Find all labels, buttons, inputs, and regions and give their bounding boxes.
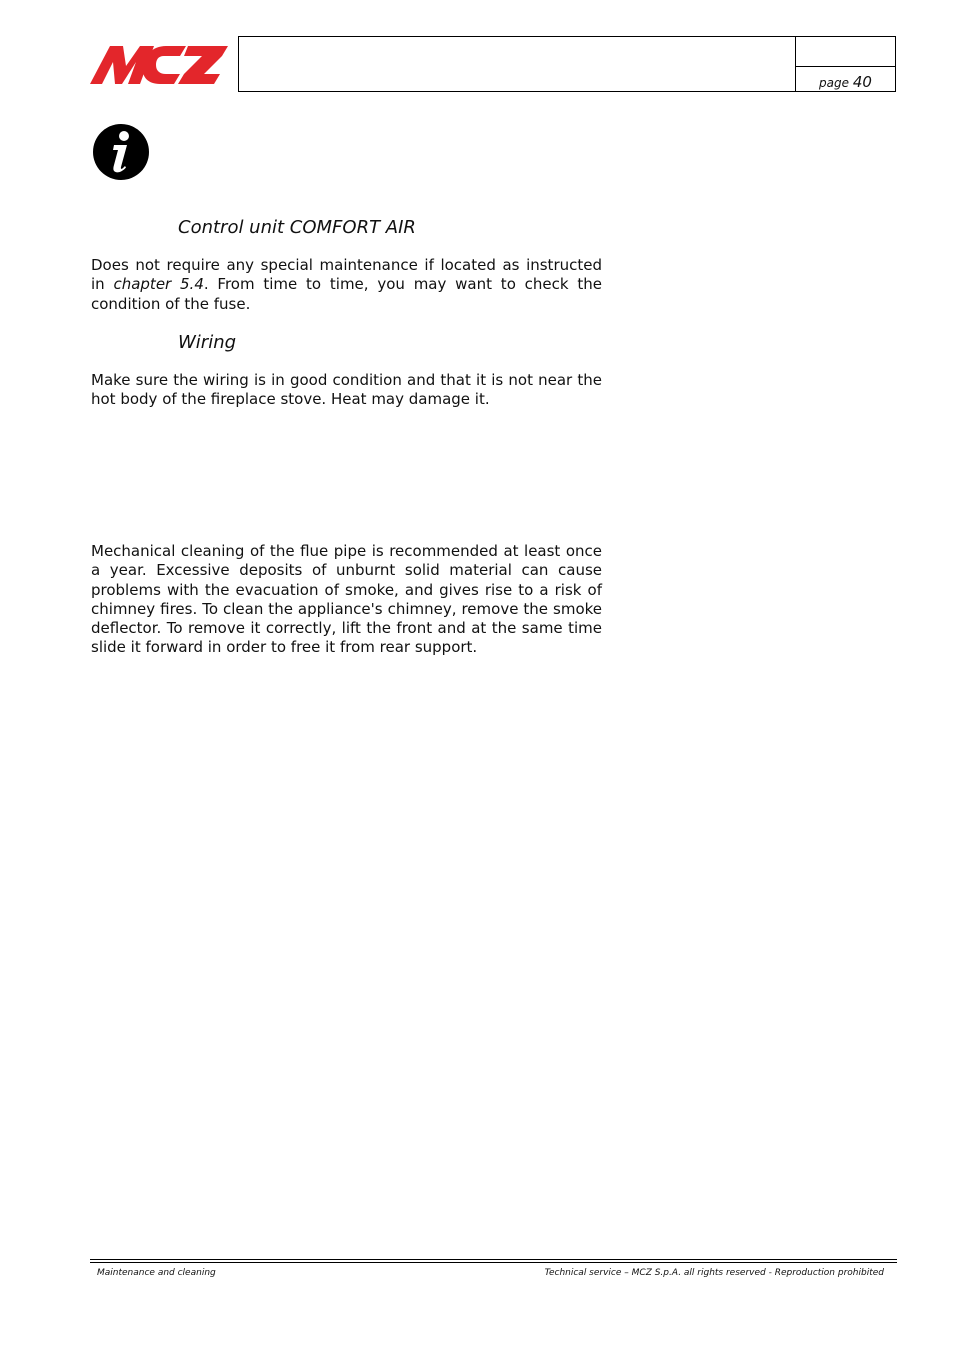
footer-rule (90, 1259, 897, 1260)
footer-copyright: Technical service – MCZ S.p.A. all rights reserved - Reproduction prohibited (544, 1268, 884, 1278)
paragraph (91, 256, 602, 314)
chapter-reference: chapter 5.4 (113, 275, 204, 294)
header-box (238, 36, 896, 92)
header-divider (795, 66, 896, 67)
info-icon (92, 123, 150, 181)
section-heading-control-unit: Control unit COMFORT AIR (178, 217, 416, 238)
section-heading-wiring: Wiring (178, 332, 237, 353)
logo-text: MCZ (90, 44, 93, 45)
page-number (795, 73, 896, 91)
footer-section-title: Maintenance and cleaning (97, 1268, 216, 1278)
paragraph: Mechanical cleaning of the flue pipe is recommended at least once a year. Excessive deposits of unburnt solid material can cause problems with the evacuation of smoke, and gives rise to a risk of chimney fires. To clean the appliance's chimney, remove the smoke deflector. To remove it correctly, lift the front and at the same time slide it forward in order to free it from rear support. (91, 542, 602, 657)
text-after: . From time to time, you may want to check the condition of the fuse. (91, 275, 602, 313)
footer-rule (90, 1262, 897, 1263)
section-body-wiring (91, 371, 602, 410)
section-body-control-unit (91, 256, 602, 314)
text-before: Does not require any special maintenance if located as instructed in (91, 256, 602, 294)
page-label: page (819, 76, 850, 90)
mcz-logo (90, 44, 228, 86)
page-number-value: 40 (852, 73, 872, 91)
paragraph: Make sure the wiring is in good condition and that it is not near the hot body of the fireplace stove. Heat may damage it. (91, 371, 602, 409)
section-body-flue-pipe (91, 542, 602, 658)
